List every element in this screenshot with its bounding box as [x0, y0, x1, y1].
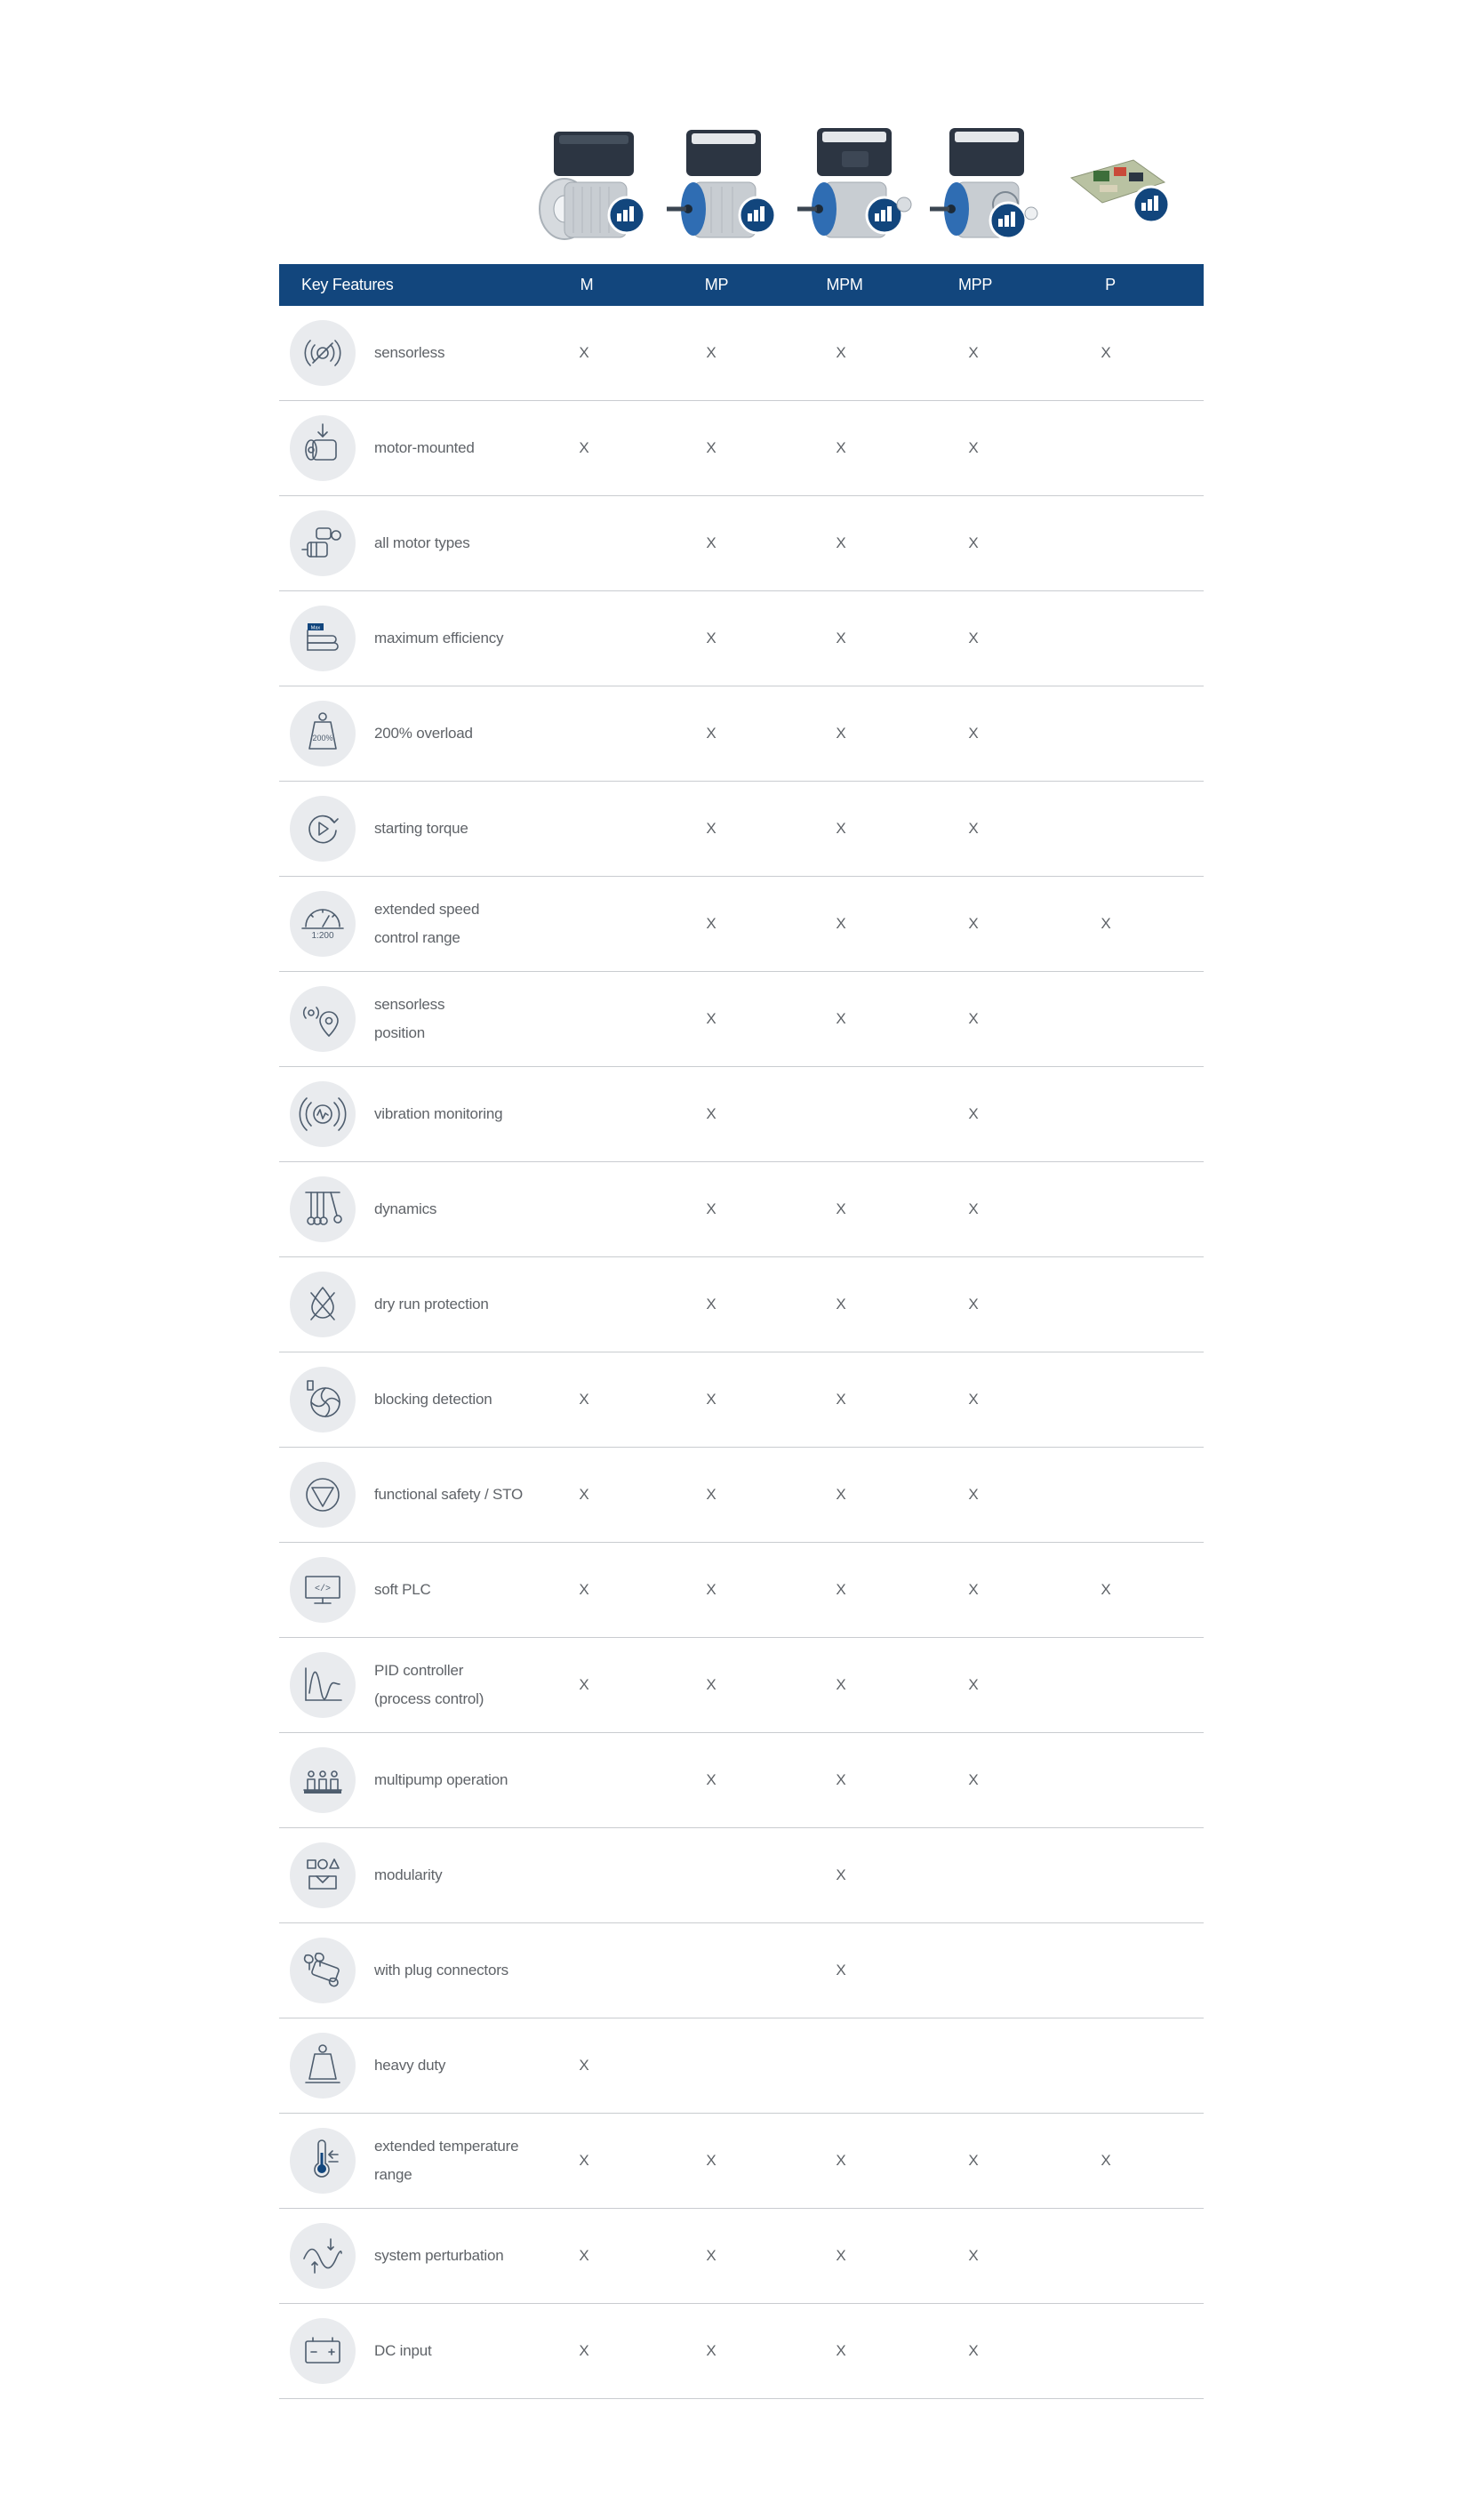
feature-label: dynamics — [374, 1200, 437, 1217]
table-row — [279, 306, 1204, 401]
cell-mpm: X — [836, 2342, 846, 2359]
cell-m: X — [579, 1391, 589, 1408]
cell-mpm: X — [836, 439, 846, 456]
table-row — [279, 1923, 1204, 2018]
product-mp-image — [658, 116, 782, 258]
feature-label: sensorless — [374, 344, 445, 361]
table-row — [279, 1638, 1204, 1733]
feature-label: 200% overload — [374, 725, 473, 742]
cell-mpp: X — [968, 1676, 979, 1693]
feature-label: maximum efficiency — [374, 630, 504, 646]
cell-mpp: X — [968, 2247, 979, 2264]
product-m-image — [529, 116, 653, 258]
overload-icon — [290, 701, 356, 766]
cell-mpp: X — [968, 1296, 979, 1312]
modularity-icon — [290, 1842, 356, 1908]
cell-mp: X — [706, 1486, 716, 1503]
feature-comparison-table — [279, 264, 1204, 2399]
cell-mpp: X — [968, 915, 979, 932]
cell-m: X — [579, 344, 589, 361]
cell-m: X — [579, 1486, 589, 1503]
plug-icon — [290, 1938, 356, 2003]
cell-p: X — [1101, 915, 1111, 932]
dc-input-icon — [290, 2318, 356, 2384]
cell-mp: X — [706, 2342, 716, 2359]
cell-m: X — [579, 439, 589, 456]
feature-label: modularity — [374, 1866, 443, 1883]
position-icon — [290, 986, 356, 1052]
starting-torque-icon — [290, 796, 356, 862]
cell-mp: X — [706, 1105, 716, 1122]
table-row — [279, 782, 1204, 877]
cell-mp: X — [706, 1771, 716, 1788]
column-header-p: P — [1105, 276, 1116, 293]
key-features-heading: Key Features — [301, 276, 394, 293]
cell-mpp: X — [968, 1200, 979, 1217]
cell-mp: X — [706, 2247, 716, 2264]
cell-mpp: X — [968, 534, 979, 551]
cell-mpm: X — [836, 2152, 846, 2169]
table-row — [279, 2304, 1204, 2399]
blocking-icon — [290, 1367, 356, 1433]
cell-mp: X — [706, 630, 716, 646]
motor-types-icon — [290, 510, 356, 576]
feature-label: motor-mounted — [374, 439, 475, 456]
svg-text:</>: </> — [314, 1585, 332, 1594]
cell-mpp: X — [968, 630, 979, 646]
column-header-m: M — [580, 276, 594, 293]
svg-text:1:200: 1:200 — [311, 931, 334, 941]
table-row — [279, 1448, 1204, 1543]
product-mpp-image — [921, 116, 1045, 258]
feature-label: dry run protection — [374, 1296, 489, 1312]
product-p-image — [1053, 116, 1178, 258]
feature-label: system perturbation — [374, 2247, 504, 2264]
table-row — [279, 686, 1204, 782]
table-body — [279, 306, 1204, 2399]
cell-m: X — [579, 2342, 589, 2359]
sensorless-icon — [290, 320, 356, 386]
cell-m: X — [579, 2152, 589, 2169]
cell-mp: X — [706, 820, 716, 837]
cell-mp: X — [706, 915, 716, 932]
feature-label: PID controller (process control) — [374, 1662, 484, 1707]
table-header — [279, 264, 1204, 306]
plc-icon — [290, 1557, 356, 1623]
cell-p: X — [1101, 2152, 1111, 2169]
cell-mpm: X — [836, 344, 846, 361]
feature-label: multipump operation — [374, 1771, 508, 1788]
cell-mpm: X — [836, 534, 846, 551]
feature-label: with plug connectors — [374, 1962, 508, 1978]
cell-mp: X — [706, 1391, 716, 1408]
cell-mpm: X — [836, 1010, 846, 1027]
feature-label: soft PLC — [374, 1581, 431, 1598]
safety-icon — [290, 1462, 356, 1528]
cell-mpm: X — [836, 630, 846, 646]
table-row — [279, 877, 1204, 972]
temperature-icon — [290, 2128, 356, 2194]
cell-mp: X — [706, 439, 716, 456]
cell-mpm: X — [836, 1866, 846, 1883]
product-mpm-image — [789, 116, 913, 258]
cell-mpm: X — [836, 1581, 846, 1598]
table-row — [279, 496, 1204, 591]
cell-m: X — [579, 2057, 589, 2074]
table-row — [279, 2114, 1204, 2209]
svg-text:Max: Max — [310, 625, 321, 631]
feature-label: vibration monitoring — [374, 1105, 503, 1122]
motor-mounted-icon — [290, 415, 356, 481]
cell-mpp: X — [968, 1771, 979, 1788]
heavy-duty-icon — [290, 2033, 356, 2099]
table-row — [279, 1162, 1204, 1257]
cell-mpm: X — [836, 820, 846, 837]
table-row — [279, 1067, 1204, 1162]
cell-mp: X — [706, 725, 716, 742]
cell-mpm: X — [836, 1676, 846, 1693]
cell-p: X — [1101, 344, 1111, 361]
cell-mpp: X — [968, 1581, 979, 1598]
cell-mpp: X — [968, 1486, 979, 1503]
cell-mpm: X — [836, 1296, 846, 1312]
cell-mpp: X — [968, 1105, 979, 1122]
pid-icon — [290, 1652, 356, 1718]
feature-label: extended speed control range — [374, 901, 480, 946]
perturbation-icon — [290, 2223, 356, 2289]
cell-mpp: X — [968, 820, 979, 837]
feature-label: functional safety / STO — [374, 1486, 524, 1503]
table-row — [279, 401, 1204, 496]
cell-mpp: X — [968, 2342, 979, 2359]
cell-mpm: X — [836, 1391, 846, 1408]
cell-mp: X — [706, 1581, 716, 1598]
column-header-mpm: MPM — [826, 276, 863, 293]
column-header-mpp: MPP — [957, 276, 993, 293]
cell-mp: X — [706, 1676, 716, 1693]
cell-mpm: X — [836, 1200, 846, 1217]
cell-mpm: X — [836, 915, 846, 932]
cell-mp: X — [706, 344, 716, 361]
cell-mpm: X — [836, 1962, 846, 1978]
speed-range-icon — [290, 891, 356, 957]
cell-p: X — [1101, 1581, 1111, 1598]
column-header-mp: MP — [704, 276, 729, 293]
cell-mpp: X — [968, 1010, 979, 1027]
feature-label: all motor types — [374, 534, 470, 551]
feature-label: extended temperature range — [374, 2138, 519, 2183]
feature-label: sensorless position — [374, 996, 445, 1041]
cell-mp: X — [706, 1200, 716, 1217]
table-row — [279, 1352, 1204, 1448]
feature-label: starting torque — [374, 820, 468, 837]
dry-run-icon — [290, 1272, 356, 1337]
table-row — [279, 591, 1204, 686]
cell-m: X — [579, 1581, 589, 1598]
vibration-icon — [290, 1081, 356, 1147]
table-row — [279, 1543, 1204, 1638]
cell-mpm: X — [836, 1486, 846, 1503]
feature-label: blocking detection — [374, 1391, 492, 1408]
dynamics-icon — [290, 1176, 356, 1242]
cell-mp: X — [706, 2152, 716, 2169]
cell-mpp: X — [968, 344, 979, 361]
cell-mpp: X — [968, 1391, 979, 1408]
cell-m: X — [579, 2247, 589, 2264]
feature-label: DC input — [374, 2342, 432, 2359]
svg-text:200%: 200% — [312, 734, 333, 742]
cell-mpm: X — [836, 1771, 846, 1788]
table-row — [279, 1257, 1204, 1352]
table-row — [279, 2018, 1204, 2114]
cell-mpp: X — [968, 2152, 979, 2169]
cell-mpm: X — [836, 2247, 846, 2264]
table-row — [279, 2209, 1204, 2304]
product-images — [0, 116, 1481, 258]
cell-mp: X — [706, 1296, 716, 1312]
cell-mpp: X — [968, 439, 979, 456]
cell-mp: X — [706, 534, 716, 551]
table-row — [279, 1733, 1204, 1828]
table-row — [279, 1828, 1204, 1923]
cell-mpm: X — [836, 725, 846, 742]
table-row — [279, 972, 1204, 1067]
efficiency-icon — [290, 606, 356, 671]
cell-mp: X — [706, 1010, 716, 1027]
cell-mpp: X — [968, 725, 979, 742]
feature-label: heavy duty — [374, 2057, 446, 2074]
cell-m: X — [579, 1676, 589, 1693]
multipump-icon — [290, 1747, 356, 1813]
